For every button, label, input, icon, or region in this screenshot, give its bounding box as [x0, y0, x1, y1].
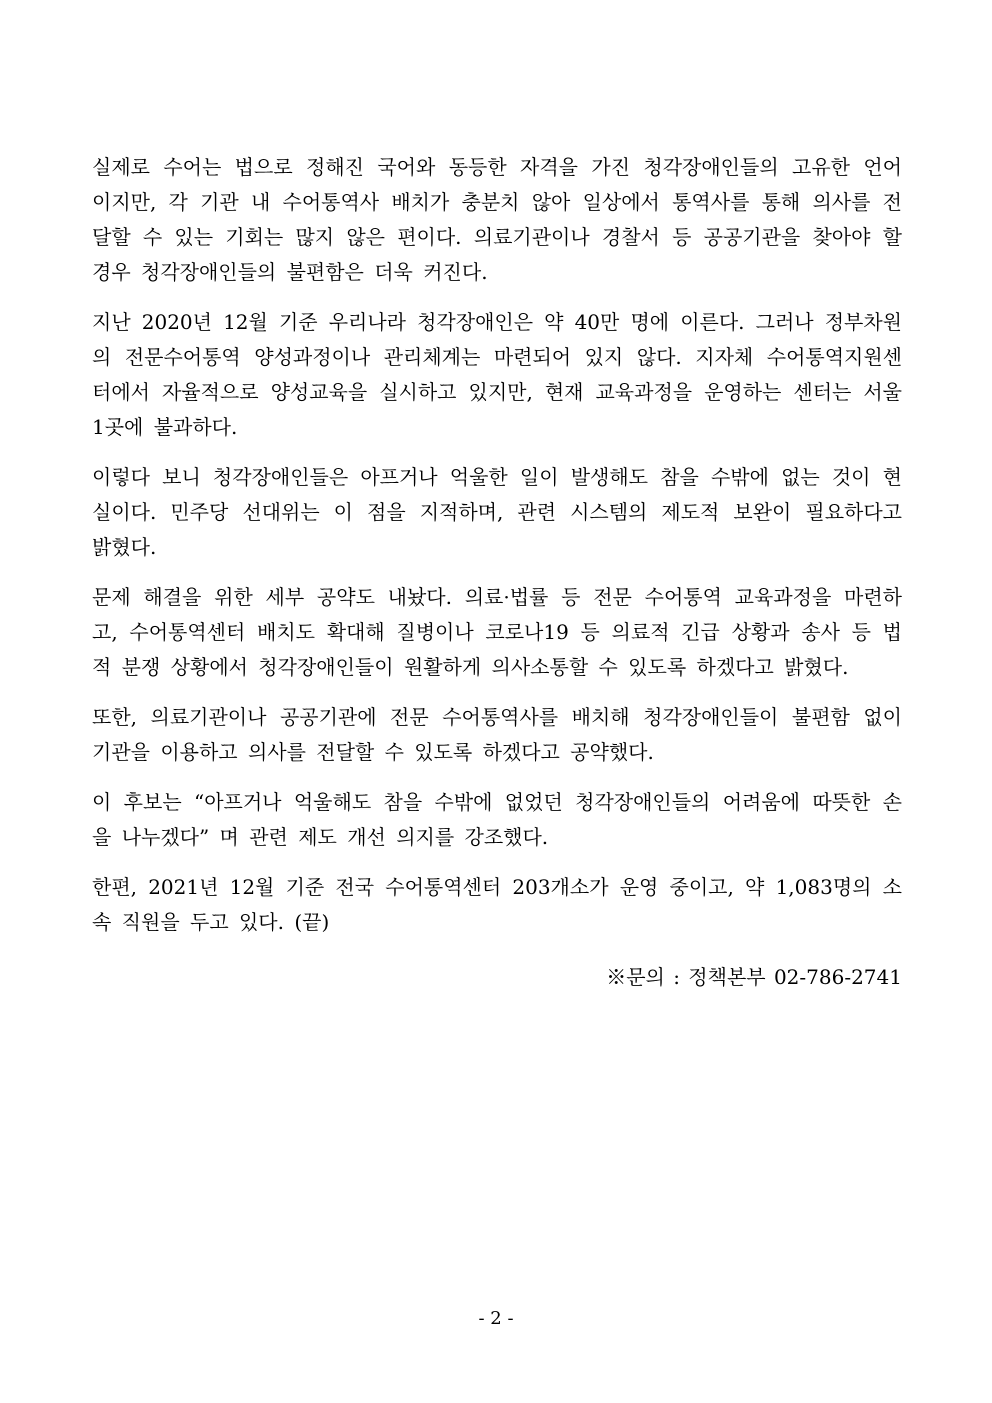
page-number: - 2 -	[478, 1308, 514, 1329]
paragraph-line: 달할 수 있는 기회는 많지 않은 편이다. 의료기관이나 경찰서 등 공공기관을 찾아야 할	[92, 225, 902, 249]
contact-line: ※문의 : 정책본부 02-786-2741	[606, 965, 902, 989]
paragraph-line: 1곳에 불과하다.	[92, 415, 238, 439]
body-paragraphs	[92, 150, 902, 940]
paragraph-line: 이 후보는 “아프거나 억울해도 참을 수밖에 없었던 청각장애인들의 어려움에 따뜻한 손	[92, 790, 902, 814]
paragraph	[92, 580, 902, 685]
paragraph	[92, 785, 902, 855]
paragraph-line: 고, 수어통역센터 배치도 확대해 질병이나 코로나19 등 의료적 긴급 상황과 송사 등 법	[92, 620, 902, 644]
paragraph-line: 기관을 이용하고 의사를 전달할 수 있도록 하겠다고 공약했다.	[92, 740, 654, 764]
paragraph-line: 실이다. 민주당 선대위는 이 점을 지적하며, 관련 시스템의 제도적 보완이 필요하다고	[92, 500, 902, 524]
paragraph-line: 지난 2020년 12월 기준 우리나라 청각장애인은 약 40만 명에 이른다. 그러나 정부차원	[92, 310, 902, 334]
paragraph-line: 한편, 2021년 12월 기준 전국 수어통역센터 203개소가 운영 중이고, 약 1,083명의 소	[92, 875, 902, 899]
paragraph	[92, 150, 902, 290]
paragraph-line: 터에서 자율적으로 양성교육을 실시하고 있지만, 현재 교육과정을 운영하는 센터는 서울	[92, 380, 902, 404]
paragraph-line: 이렇다 보니 청각장애인들은 아프거나 억울한 일이 발생해도 참을 수밖에 없는 것이 현	[92, 465, 902, 489]
paragraph-line: 적 분쟁 상황에서 청각장애인들이 원활하게 의사소통할 수 있도록 하겠다고 밝혔다.	[92, 655, 849, 679]
paragraph-line: 또한, 의료기관이나 공공기관에 전문 수어통역사를 배치해 청각장애인들이 불편함 없이	[92, 705, 902, 729]
paragraph	[92, 700, 902, 770]
paragraph-line: 의 전문수어통역 양성과정이나 관리체계는 마련되어 있지 않다. 지자체 수어통역지원센	[92, 345, 902, 369]
paragraph-line: 실제로 수어는 법으로 정해진 국어와 동등한 자격을 가진 청각장애인들의 고유한 언어	[92, 155, 902, 179]
paragraph	[92, 305, 902, 445]
document-body	[92, 150, 902, 995]
paragraph	[92, 460, 902, 565]
paragraph-line: 밝혔다.	[92, 535, 157, 559]
paragraph-line: 경우 청각장애인들의 불편함은 더욱 커진다.	[92, 260, 488, 284]
paragraph	[92, 870, 902, 940]
paragraph-line: 을 나누겠다” 며 관련 제도 개선 의지를 강조했다.	[92, 825, 549, 849]
paragraph-line: 이지만, 각 기관 내 수어통역사 배치가 충분치 않아 일상에서 통역사를 통해 의사를 전	[92, 190, 902, 214]
paragraph-line: 속 직원을 두고 있다. (끝)	[92, 910, 330, 934]
paragraph-line: 문제 해결을 위한 세부 공약도 내놨다. 의료·법률 등 전문 수어통역 교육과정을 마련하	[92, 585, 902, 609]
